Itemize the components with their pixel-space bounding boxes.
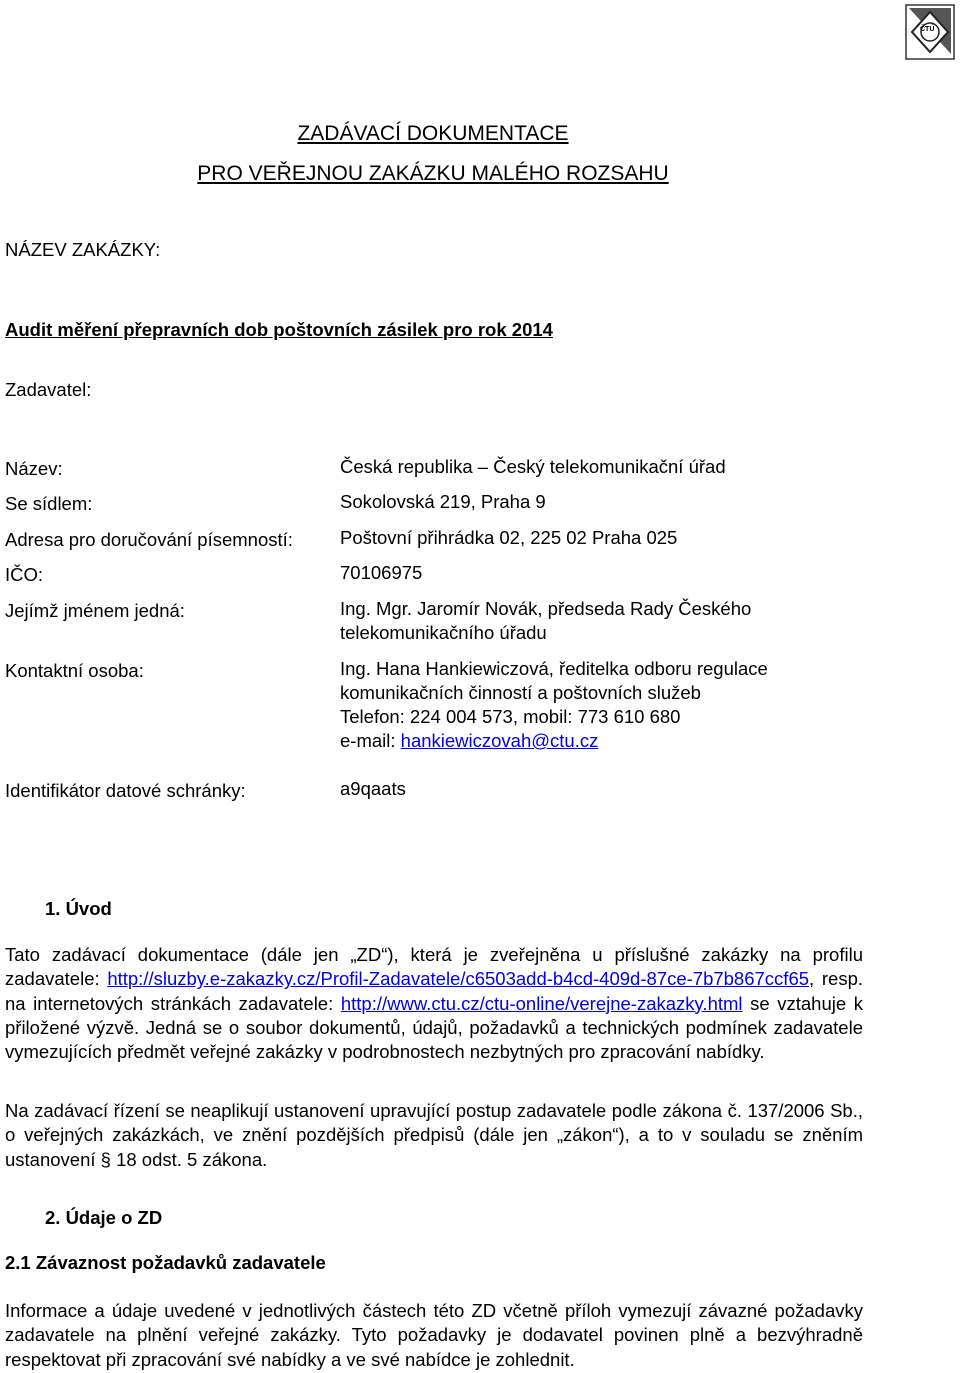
contract-name-label: NÁZEV ZAKÁZKY: bbox=[5, 239, 161, 260]
section-1-p1-text-c: se vztahuje k přiložené výzvě. Jedná se o soubor dokumentů, údajů, požadavků a technických podmínek zadavatele vymezujících předmět veřejné zakázky v podrobnostech nezbytných pro zpracování nabídky. bbox=[5, 992, 864, 1063]
section-1-p1-text-a: Tato zadávací dokumentace (dále jen „ZD“), která je zveřejněna u příslušné zakázky na profilu zadavatele: bbox=[5, 944, 863, 990]
name-label: Název: bbox=[5, 458, 63, 479]
section-1-paragraph-1 bbox=[5, 943, 863, 1064]
acting-value-line-2: telekomunikačního úřadu bbox=[340, 622, 547, 643]
profile-link[interactable]: http://sluzby.e-zakazky.cz/Profil-Zadavatele/c6503add-b4cd-409d-87ce-7b7b867ccf65 bbox=[107, 968, 810, 990]
section-1-heading: 1. Úvod bbox=[45, 898, 112, 919]
seat-value: Sokolovská 219, Praha 9 bbox=[340, 491, 546, 512]
contact-value-line-1: Ing. Hana Hankiewiczová, ředitelka odboru regulace bbox=[340, 658, 768, 679]
section-2-paragraph-1: Informace a údaje uvedené v jednotlivých částech této ZD včetně příloh vymezují závazné požadavky zadavatele na plnění veřejné zakázky. Tyto požadavky je dodavatel povinen plně a bezvýhradně respektovat při zpracování své nabídky a ve své nabídce je zohlednit. bbox=[5, 1300, 863, 1370]
section-2-1-heading: 2.1 Závaznost požadavků zadavatele bbox=[5, 1252, 326, 1273]
contact-email-row bbox=[340, 729, 598, 753]
ico-label: IČO: bbox=[5, 564, 44, 585]
contract-name: Audit měření přepravních dob poštovních zásilek pro rok 2014 bbox=[5, 319, 553, 340]
email-link[interactable]: hankiewiczovah@ctu.cz bbox=[400, 730, 599, 751]
delivery-address-value: Poštovní přihrádka 02, 225 02 Praha 025 bbox=[340, 527, 678, 548]
name-value: Česká republika – Český telekomunikační úřad bbox=[340, 456, 726, 477]
databox-value: a9qaats bbox=[340, 778, 406, 799]
email-prefix: e-mail: bbox=[340, 730, 401, 751]
logo-text: ČTÚ bbox=[920, 26, 935, 33]
ctu-logo-icon bbox=[905, 4, 955, 60]
acting-value-line-1: Ing. Mgr. Jaromír Novák, předseda Rady Českého bbox=[340, 598, 752, 619]
delivery-address-label: Adresa pro doručování písemností: bbox=[5, 529, 293, 550]
section-1-p1-text-b: , resp. na internetových stránkách zadavatele: bbox=[5, 968, 863, 1014]
acting-label: Jejímž jménem jedná: bbox=[5, 600, 185, 621]
ico-value: 70106975 bbox=[340, 562, 423, 583]
databox-label: Identifikátor datové schránky: bbox=[5, 780, 246, 801]
document-title-line-2: PRO VEŘEJNOU ZAKÁZKU MALÉHO ROZSAHU bbox=[197, 162, 669, 185]
contact-value-line-2: komunikačních činností a poštovních služeb bbox=[340, 682, 701, 703]
contracting-authority-heading: Zadavatel: bbox=[5, 379, 92, 400]
section-2-heading: 2. Údaje o ZD bbox=[45, 1207, 163, 1228]
contact-phone: Telefon: 224 004 573, mobil: 773 610 680 bbox=[340, 706, 681, 727]
document-title-line-1: ZADÁVACÍ DOKUMENTACE bbox=[297, 122, 569, 145]
seat-label: Se sídlem: bbox=[5, 493, 93, 514]
contact-person-label: Kontaktní osoba: bbox=[5, 660, 144, 681]
ctu-website-link[interactable]: http://www.ctu.cz/ctu-online/verejne-zakazky.html bbox=[340, 992, 743, 1014]
section-1-paragraph-2: Na zadávací řízení se neaplikují ustanovení upravující postup zadavatele podle zákona č. 137/2006 Sb., o veřejných zakázkách, ve znění pozdějších předpisů (dále jen „zákon“), a to v souladu se zněním ustanovení § 18 odst. 5 zákona. bbox=[5, 1100, 863, 1170]
